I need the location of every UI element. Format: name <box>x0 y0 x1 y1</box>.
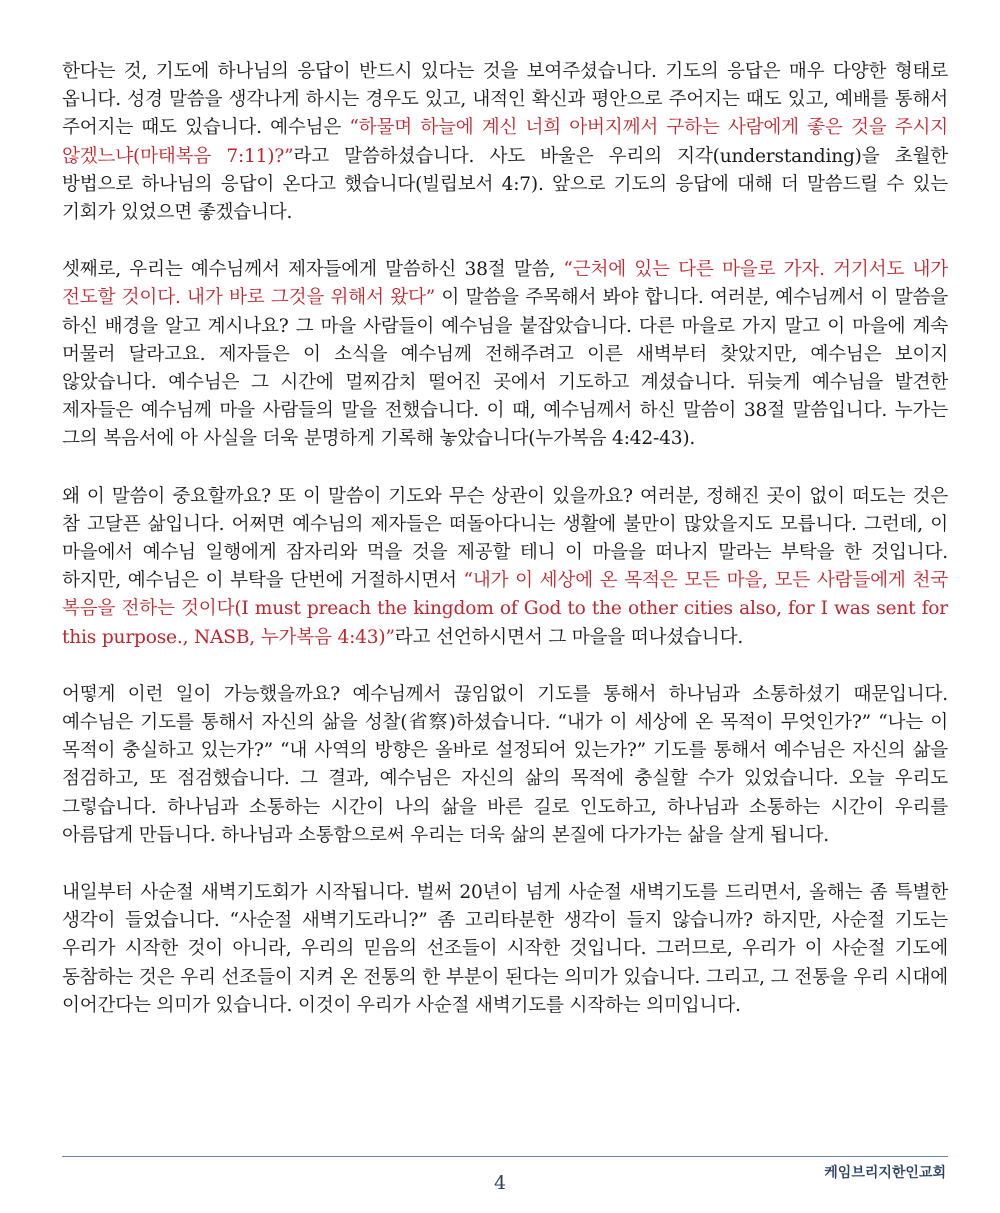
scripture-quote: “하물며 하늘에 계신 너희 아버지께서 구하는 사람에게 좋은 것을 주시지 않겠느냐(마태복음 7:11)?” <box>62 117 948 167</box>
footer-divider <box>62 1156 948 1157</box>
paragraph-text: 셋째로, 우리는 예수님께서 제자들에게 말씀하신 38절 말씀, <box>62 259 564 281</box>
paragraph-lent-dawn-prayer <box>62 879 948 1020</box>
page-number: 4 <box>493 1172 507 1194</box>
paragraph-why-important <box>62 483 948 652</box>
scripture-quote: “근처에 있는 다른 마을로 가자. 거기서도 내가 전도할 것이다. 내가 바로 그것을 위해서 왔다” <box>62 259 948 309</box>
paragraph-text: 왜 이 말씀이 중요할까요? 또 이 말씀이 기도와 무슨 상관이 있을까요? 여러분, 정해진 곳이 없이 떠도는 것은 참 고달픈 삶입니다. 어쩌면 예수님의 제자들은 떠돌아다니는 생활에 불만이 많았을지도 모릅니다. 그런데, 이 마을에서 예수님 일행에게 잠자리와 먹을 것을 제공할 테니 이 마을을 떠나지 말라는 부탁을 한 것입니다. 하지만, 예수님은 이 부탁을 단번에 거절하시면서 <box>62 485 948 592</box>
paragraph-communion-with-god <box>62 681 948 850</box>
document-body <box>62 58 948 1049</box>
paragraph-text: 이 말씀을 주목해서 봐야 합니다. 여러분, 예수님께서 이 말씀을 하신 배경을 알고 계시나요? 그 마을 사람들이 예수님을 붙잡았습니다. 다른 마을로 가지 말고 이 마을에 계속 머물러 달라고요. 제자들은 이 소식을 예수님께 전해주려고 이른 새벽부터 찾았지만, 예수님은 보이지 않았습니다. 예수님은 그 시간에 멀찌감치 떨어진 곳에서 기도하고 계셨습니다. 뒤늦게 예수님을 발견한 제자들은 예수님께 마을 사람들의 말을 전했습니다. 이 때, 예수님께서 하신 말씀이 38절 말씀입니다. 누가는 그의 복음서에 아 사실을 더욱 분명하게 기록해 놓았습니다(누가복음 4:42-43). <box>62 287 948 450</box>
paragraph-text: 어떻게 이런 일이 가능했을까요? 예수님께서 끊임없이 기도를 통해서 하나님과 소통하셨기 때문입니다. 예수님은 기도를 통해서 자신의 삶을 성찰(省察)하셨습니다. “내가 이 세상에 온 목적이 무엇인가?” “나는 이 목적이 충실하고 있는가?” “내 사역의 방향은 올바로 설정되어 있는가?” 기도를 통해서 예수님은 자신의 삶을 점검하고, 또 점검했습니다. 그 결과, 예수님은 자신의 삶의 목적에 충실할 수가 있었습니다. 오늘 우리도 그렇습니다. 하나님과 소통하는 시간이 나의 삶을 바른 길로 인도하고, 하나님과 소통하는 시간이 우리를 아름답게 만듭니다. 하나님과 소통함으로써 우리는 더욱 삶의 본질에 다가가는 삶을 살게 됩니다. <box>62 683 948 846</box>
paragraph-text: 라고 말씀하셨습니다. 사도 바울은 우리의 지각(understanding)을 초월한 방법으로 하나님의 응답이 온다고 했습니다(빌립보서 4:7). 앞으로 기도의 응답에 대해 더 말씀드릴 수 있는 기회가 있었으면 좋겠습니다. <box>62 145 948 224</box>
paragraph-prayer-answers <box>62 58 948 227</box>
paragraph-text: 내일부터 사순절 새벽기도회가 시작됩니다. 벌써 20년이 넘게 사순절 새벽기도를 드리면서, 올해는 좀 특별한 생각이 들었습니다. “사순절 새벽기도라니?” 좀 고리타분한 생각이 들지 않습니까? 하지만, 사순절 기도는 우리가 시작한 것이 아니라, 우리의 믿음의 선조들이 시작한 것입니다. 그러므로, 우리가 이 사순절 기도에 동참하는 것은 우리 선조들이 지켜 온 전통의 한 부분이 된다는 의미가 있습니다. 그리고, 그 전통을 우리 시대에 이어간다는 의미가 있습니다. 이것이 우리가 사순절 새벽기도를 시작하는 의미입니다. <box>62 882 948 1016</box>
paragraph-text: 라고 선언하시면서 그 마을을 떠나셨습니다. <box>394 626 744 648</box>
paragraph-text: 한다는 것, 기도에 하나님의 응답이 반드시 있다는 것을 보여주셨습니다. 기도의 응답은 매우 다양한 형태로 옵니다. 성경 말씀을 생각나게 하시는 경우도 있고, 내적인 확신과 평안으로 주어지는 때도 있고, 예배를 통해서 주어지는 때도 있습니다. 예수님은 <box>62 61 948 139</box>
scripture-quote: “내가 이 세상에 온 목적은 모든 마을, 모든 사람들에게 천국 복음을 전하는 것이다(I must preach the kingdom of God to the other cities also, for I was sent for this purpose., NASB, 누가복음 4:43)” <box>62 570 948 648</box>
paragraph-third-point <box>62 256 948 453</box>
church-name: 케임브리지한인교회 <box>824 1165 946 1181</box>
